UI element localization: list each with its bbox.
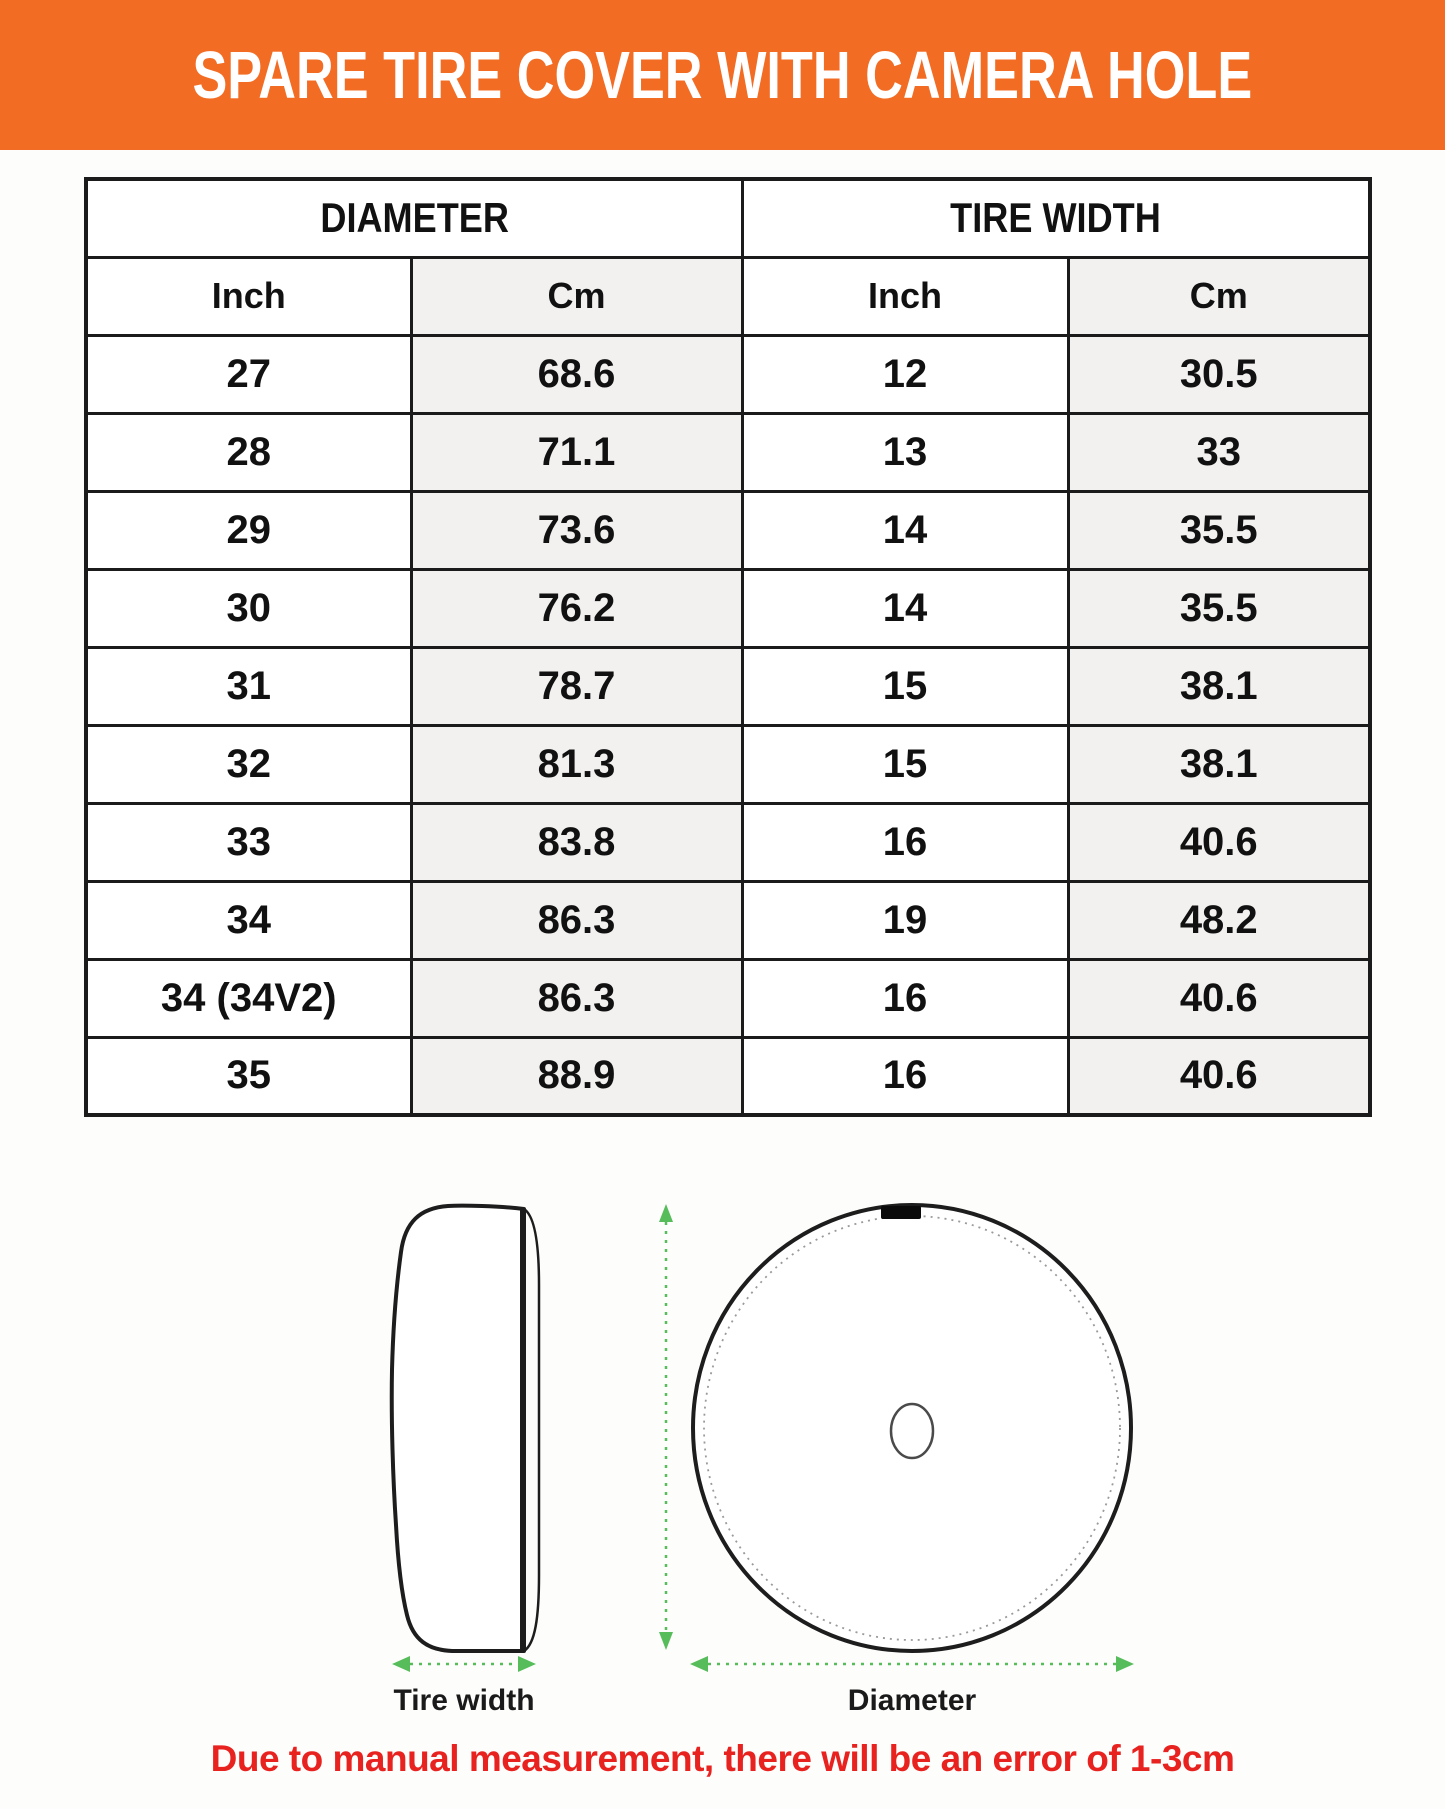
section-header-diameter-label: DIAMETER bbox=[319, 194, 509, 242]
vertical-diameter-arrow bbox=[659, 1204, 673, 1650]
tire-side-outline bbox=[392, 1206, 524, 1651]
table-row bbox=[86, 1037, 1370, 1115]
tire-side-view bbox=[392, 1206, 539, 1651]
handle-tab bbox=[881, 1206, 921, 1219]
tire-width-arrow-head-left-icon bbox=[392, 1656, 410, 1672]
table-cell: 38.1 bbox=[1068, 725, 1370, 803]
tire-width-arrow bbox=[392, 1656, 536, 1672]
table-cell: 34 bbox=[86, 881, 411, 959]
tire-side-rim-edge bbox=[524, 1209, 539, 1651]
column-header-cm-diameter: Cm bbox=[411, 257, 742, 335]
table-cell: 30 bbox=[86, 569, 411, 647]
table-cell: 12 bbox=[742, 335, 1068, 413]
table-cell: 29 bbox=[86, 491, 411, 569]
table-cell: 86.3 bbox=[411, 959, 742, 1037]
diameter-arrow bbox=[690, 1656, 1134, 1672]
section-header-tire-width-label: TIRE WIDTH bbox=[950, 194, 1162, 242]
table-cell: 71.1 bbox=[411, 413, 742, 491]
table-cell: 27 bbox=[86, 335, 411, 413]
table-cell: 86.3 bbox=[411, 881, 742, 959]
section-header-row bbox=[86, 179, 1370, 257]
table-cell: 78.7 bbox=[411, 647, 742, 725]
table-cell: 35.5 bbox=[1068, 569, 1370, 647]
table-cell: 14 bbox=[742, 569, 1068, 647]
table-cell: 13 bbox=[742, 413, 1068, 491]
table-cell: 83.8 bbox=[411, 803, 742, 881]
table-cell: 32 bbox=[86, 725, 411, 803]
table-cell: 81.3 bbox=[411, 725, 742, 803]
table-cell: 68.6 bbox=[411, 335, 742, 413]
vertical-arrow-head-up-icon bbox=[659, 1204, 673, 1222]
table-cell: 40.6 bbox=[1068, 1037, 1370, 1115]
table-cell: 40.6 bbox=[1068, 803, 1370, 881]
table-cell: 31 bbox=[86, 647, 411, 725]
page-title: SPARE TIRE COVER WITH CAMERA HOLE bbox=[192, 37, 1253, 113]
camera-hole bbox=[891, 1404, 933, 1458]
diameter-arrow-head-left-icon bbox=[690, 1656, 708, 1672]
table-cell: 16 bbox=[742, 959, 1068, 1037]
table-cell: 30.5 bbox=[1068, 335, 1370, 413]
table-cell: 34 (34V2) bbox=[86, 959, 411, 1037]
column-header-cm-tire-width: Cm bbox=[1068, 257, 1370, 335]
column-header-inch-tire-width: Inch bbox=[742, 257, 1068, 335]
tire-diagram bbox=[0, 1150, 1445, 1750]
section-header-tire-width bbox=[742, 179, 1370, 257]
table-row bbox=[86, 491, 1370, 569]
vertical-arrow-head-down-icon bbox=[659, 1632, 673, 1650]
table-cell: 33 bbox=[1068, 413, 1370, 491]
diameter-arrow-head-right-icon bbox=[1116, 1656, 1134, 1672]
table-cell: 35 bbox=[86, 1037, 411, 1115]
section-header-diameter bbox=[86, 179, 742, 257]
table-cell: 19 bbox=[742, 881, 1068, 959]
table-cell: 40.6 bbox=[1068, 959, 1370, 1037]
tire-front-view bbox=[693, 1205, 1131, 1651]
table-row bbox=[86, 803, 1370, 881]
table-cell: 35.5 bbox=[1068, 491, 1370, 569]
table-cell: 38.1 bbox=[1068, 647, 1370, 725]
measurement-note: Due to manual measurement, there will be an error of 1-3cm bbox=[210, 1738, 1235, 1779]
size-table-body bbox=[86, 335, 1370, 1115]
table-cell: 48.2 bbox=[1068, 881, 1370, 959]
table-cell: 76.2 bbox=[411, 569, 742, 647]
tire-width-label: Tire width bbox=[393, 1684, 535, 1717]
table-row bbox=[86, 647, 1370, 725]
table-cell: 14 bbox=[742, 491, 1068, 569]
column-header-inch-diameter: Inch bbox=[86, 257, 411, 335]
table-cell: 15 bbox=[742, 647, 1068, 725]
diameter-label: Diameter bbox=[847, 1684, 977, 1717]
table-cell: 73.6 bbox=[411, 491, 742, 569]
table-cell: 33 bbox=[86, 803, 411, 881]
table-row bbox=[86, 413, 1370, 491]
table-cell: 28 bbox=[86, 413, 411, 491]
table-row bbox=[86, 881, 1370, 959]
size-chart-table bbox=[84, 177, 1372, 1117]
tire-width-arrow-head-right-icon bbox=[518, 1656, 536, 1672]
column-header-row bbox=[86, 257, 1370, 335]
table-row bbox=[86, 959, 1370, 1037]
table-cell: 16 bbox=[742, 803, 1068, 881]
table-cell: 15 bbox=[742, 725, 1068, 803]
table-row bbox=[86, 725, 1370, 803]
table-row bbox=[86, 335, 1370, 413]
table-row bbox=[86, 569, 1370, 647]
table-cell: 16 bbox=[742, 1037, 1068, 1115]
table-cell: 88.9 bbox=[411, 1037, 742, 1115]
header-banner bbox=[0, 0, 1445, 150]
